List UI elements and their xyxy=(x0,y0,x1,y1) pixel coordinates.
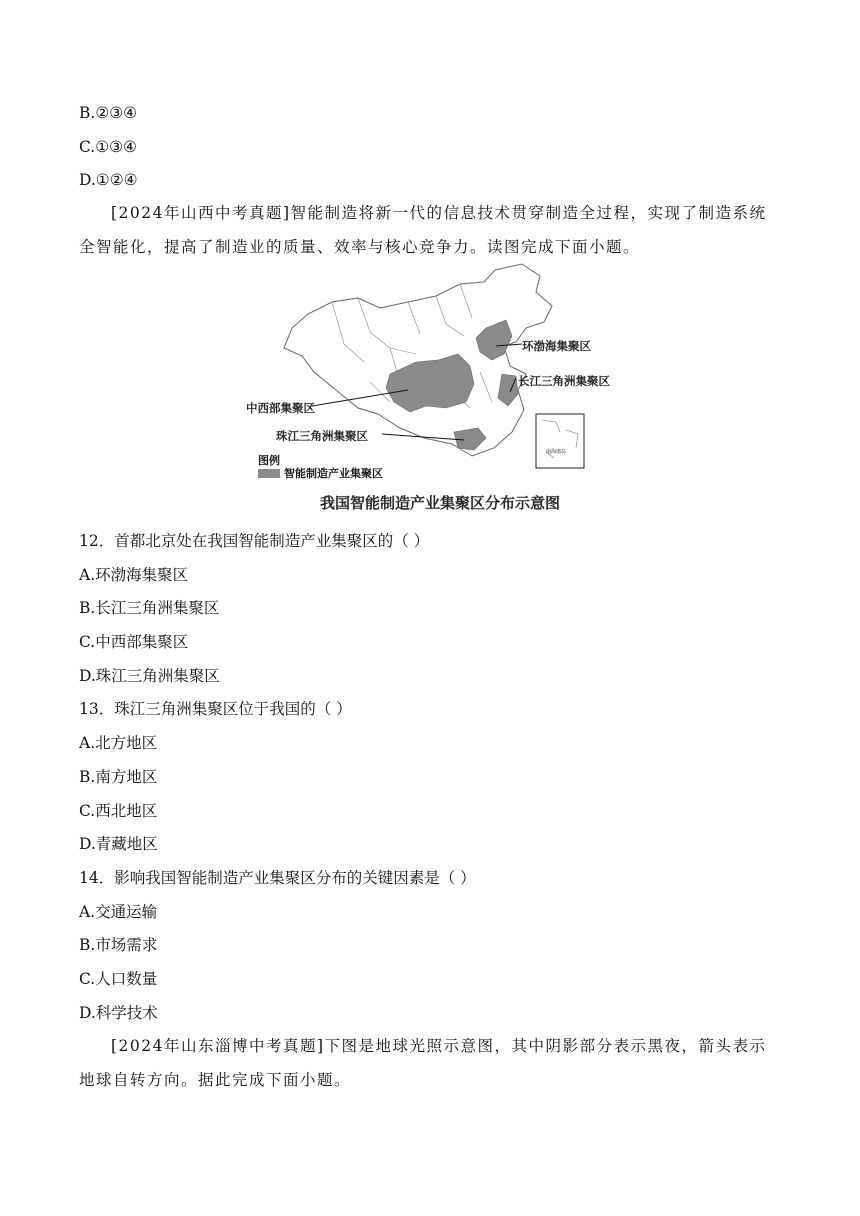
option-c: C.①③④ xyxy=(79,138,137,156)
option-b: B.②③④ xyxy=(79,104,138,122)
q14-option-c: C.人口数量 xyxy=(79,970,158,988)
intro-paragraph-1: [2024年山西中考真题]智能制造将新一代的信息技术贯穿制造全过程，实现了制造系统全智能化，提高了制造业的质量、效率与核心竞争力。读图完成下面小题。 xyxy=(79,204,767,256)
q13-option-b: B.南方地区 xyxy=(79,768,158,786)
label-yangtze: 长江三角洲集聚区 xyxy=(518,374,610,388)
q13-option-a: A.北方地区 xyxy=(79,734,158,752)
q12-option-b: B.长江三角洲集聚区 xyxy=(79,599,220,617)
q14-option-b: B.市场需求 xyxy=(79,936,158,954)
label-central-west: 中西部集聚区 xyxy=(246,401,315,415)
q14-option-a: A.交通运输 xyxy=(79,903,158,921)
china-map-figure xyxy=(240,262,640,518)
q14-stem: 14．影响我国智能制造产业集聚区分布的关键因素是（ ） xyxy=(79,869,476,887)
legend-item: 智能制造产业集聚区 xyxy=(284,467,383,480)
legend-swatch xyxy=(258,469,280,478)
q13-option-d: D.青藏地区 xyxy=(79,835,158,853)
q14-option-d: D.科学技术 xyxy=(79,1004,158,1022)
q12-option-a: A.环渤海集聚区 xyxy=(79,566,189,584)
intro-paragraph-2: [2024年山东淄博中考真题]下图是地球光照示意图，其中阴影部分表示黑夜，箭头表示地球自转方向。据此完成下面小题。 xyxy=(79,1037,767,1089)
q13-stem: 13．珠江三角洲集聚区位于我国的（ ） xyxy=(79,700,352,718)
q12-stem: 12．首都北京处在我国智能制造产业集聚区的（ ） xyxy=(79,532,430,550)
inset-label: 南海诸岛 xyxy=(546,449,567,455)
map-caption: 我国智能制造产业集聚区分布示意图 xyxy=(319,494,560,512)
option-d: D.①②④ xyxy=(79,171,138,189)
label-bohai: 环渤海集聚区 xyxy=(522,339,591,353)
q12-option-c: C.中西部集聚区 xyxy=(79,633,189,651)
legend-title: 图例 xyxy=(258,454,280,467)
q12-option-d: D.珠江三角洲集聚区 xyxy=(79,667,220,685)
q13-option-c: C.西北地区 xyxy=(79,802,158,820)
label-pearl: 珠江三角洲集聚区 xyxy=(276,429,368,443)
